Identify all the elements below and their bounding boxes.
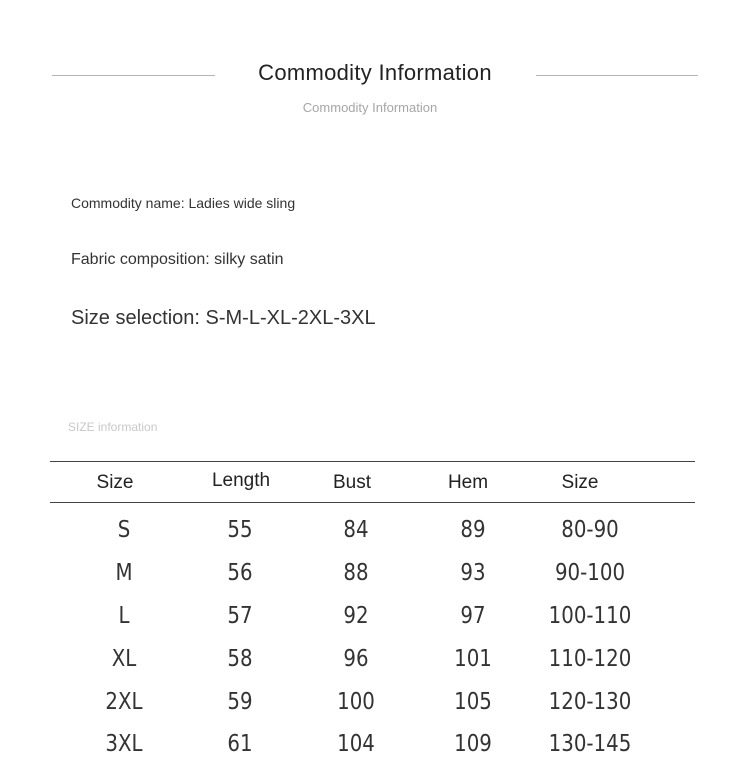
table-cell-size-range: 100-110	[548, 603, 632, 629]
table-header-size-range: Size	[561, 472, 599, 493]
table-cell-hem: 105	[454, 689, 492, 715]
table-cell-bust: 104	[337, 731, 375, 757]
table-cell-size: XL	[111, 646, 137, 672]
table-cell-size-range: 120-130	[548, 689, 632, 715]
table-cell-size: M	[115, 560, 133, 586]
table-top-rule	[50, 461, 695, 462]
table-cell-hem: 93	[460, 560, 486, 586]
commodity-name-text: Commodity name: Ladies wide sling	[71, 195, 296, 211]
table-cell-bust: 88	[343, 560, 369, 586]
table-cell-hem: 109	[454, 731, 492, 757]
fabric-composition-text: Fabric composition: silky satin	[71, 251, 284, 268]
table-cell-size-range: 110-120	[548, 646, 632, 672]
table-cell-length: 55	[227, 517, 253, 543]
size-information-label: SIZE information	[68, 420, 158, 434]
table-cell-length: 56	[227, 560, 253, 586]
table-cell-size: S	[117, 517, 131, 543]
table-cell-bust: 84	[343, 517, 369, 543]
table-header-length: Length	[211, 470, 271, 491]
table-cell-length: 57	[227, 603, 253, 629]
table-header-bust: Bust	[332, 472, 372, 493]
table-cell-hem: 89	[460, 517, 486, 543]
table-cell-size: 2XL	[105, 689, 143, 715]
table-cell-bust: 100	[337, 689, 375, 715]
page-title: Commodity Information	[258, 60, 492, 85]
table-cell-size-range: 80-90	[561, 517, 619, 543]
table-cell-size: 3XL	[105, 731, 143, 757]
table-cell-size: L	[118, 603, 130, 629]
table-cell-hem: 97	[460, 603, 486, 629]
table-cell-length: 58	[227, 646, 253, 672]
table-header-size: Size	[96, 472, 134, 493]
table-cell-bust: 92	[343, 603, 369, 629]
table-cell-size-range: 90-100	[554, 560, 626, 586]
table-cell-size-range: 130-145	[548, 731, 632, 757]
table-cell-length: 59	[227, 689, 253, 715]
table-cell-length: 61	[227, 731, 253, 757]
title-rule-right	[536, 75, 698, 76]
table-cell-bust: 96	[343, 646, 369, 672]
table-header-rule	[50, 502, 695, 503]
table-cell-hem: 101	[454, 646, 492, 672]
title-rule-left	[52, 75, 215, 76]
page-subtitle: Commodity Information	[302, 100, 438, 115]
table-header-hem: Hem	[447, 472, 489, 493]
size-selection-text: Size selection: S-M-L-XL-2XL-3XL	[71, 307, 376, 329]
